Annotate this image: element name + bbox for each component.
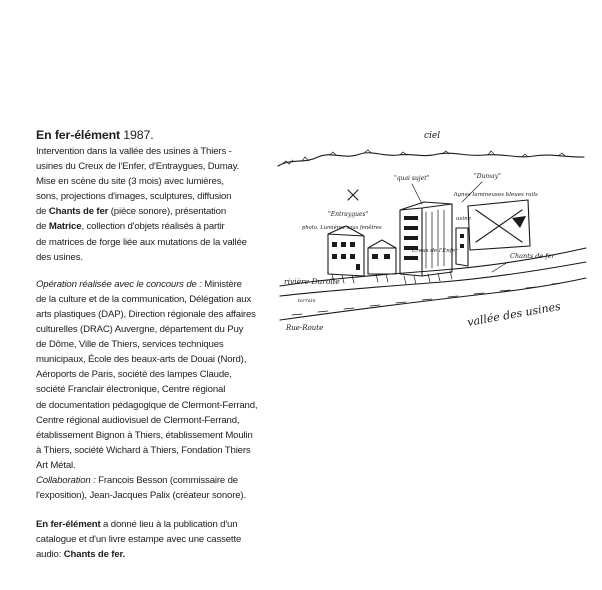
concours-line-6: municipaux, École des beaux-arts de Douai (Nord), xyxy=(36,354,247,366)
spacer xyxy=(36,503,268,517)
intro-line-5-suffix: (pièce sonore), présentation xyxy=(108,206,227,218)
concours-line-4: culturelles (DRAC) Auvergne, département du Puy xyxy=(36,324,244,336)
sketch-label-rue: Rue-Route xyxy=(286,324,324,332)
intro-line-5-prefix: de xyxy=(36,206,49,218)
concours-line-7: Aéroports de Paris, société des lampes Claude, xyxy=(36,369,232,381)
intro-line-2: usines du Creux de l'Enfer, d'Entraygues, Dumay. xyxy=(36,161,240,173)
building-center-lines xyxy=(426,210,444,268)
sketch-label-lignes: lignes lumineuses bleues rails xyxy=(454,192,538,198)
sketch-label-fer: Chants de fer xyxy=(510,252,555,260)
publication-line-2: catalogue et d'un livre estampe avec une cassette xyxy=(36,534,242,546)
intro-line-4: sons, projections d'images, sculptures, diffusion xyxy=(36,191,232,203)
intro-line-7: de matrices de forge liée aux mutations de la vallée xyxy=(36,236,247,248)
project-year: 1987. xyxy=(123,128,154,142)
project-title-bold: En fer-élément xyxy=(36,128,120,142)
skyline-line xyxy=(278,153,584,166)
leader-line xyxy=(412,184,422,204)
chants-de-fer-title: Chants de fer xyxy=(48,206,109,218)
intro-line-8: des usines. xyxy=(36,251,83,263)
sketch-label-vallee: vallée des usines xyxy=(466,299,562,329)
concours-line-5: de Dôme, Ville de Thiers, services techniques xyxy=(36,339,224,351)
collaboration-line-2: l'exposition), Jean-Jacques Palix (créateur sonore). xyxy=(36,490,246,502)
concours-line-8: société Franclair électronique, Centre régional xyxy=(36,384,226,396)
collaboration-label: Collaboration : xyxy=(36,474,96,486)
publication-line-3 xyxy=(36,547,268,562)
publication-line-3-prefix: audio: xyxy=(36,549,64,561)
sketch-label-photo: photo. Lumières sous fenêtres xyxy=(302,225,382,231)
intro-line-5 xyxy=(36,204,268,219)
sketch-label-entraygues: "Entraygues" xyxy=(328,211,369,218)
publication-title: En fer-élément xyxy=(36,519,101,531)
sketch-label-usine: usine xyxy=(456,216,471,222)
collaboration-line-1-rest: Francois Besson (commissaire de xyxy=(95,474,238,486)
sketch-label-riviere: rivière Durolle xyxy=(284,277,340,286)
building-small-1-windows xyxy=(372,254,390,259)
project-title xyxy=(36,127,268,143)
matrice-title: Matrice xyxy=(48,221,82,233)
sketch-label-terrain: terrain xyxy=(298,298,316,304)
sketch-label-ciel: ciel xyxy=(424,131,441,141)
intro-line-6-suffix: , collection d'objets réalisés à partir xyxy=(81,221,225,233)
publication-line-1-rest: a donné lieu à la publication d'un xyxy=(100,519,238,531)
intro-line-1: Intervention dans la vallée des usines à Thiers - xyxy=(36,146,232,157)
sketch-label-quai-sujet: "quai sujet" xyxy=(394,175,430,182)
spacer xyxy=(36,265,268,277)
concours-line-9: de documentation pédagogique de Clermont-Ferrand, xyxy=(36,399,258,411)
panel-arrow-icon xyxy=(512,216,526,228)
concours-label: Opération réalisée avec le concours de : xyxy=(36,278,202,290)
concours-line-13: Art Métal. xyxy=(36,459,76,471)
building-left-windows xyxy=(332,242,360,270)
sketch-label-creux: Creux de l'Enfer xyxy=(412,248,458,254)
concours-line-10: Centre régional audiovisuel de Clermont-Ferrand, xyxy=(36,414,240,426)
collaboration-line-1 xyxy=(36,473,268,488)
publication-line-1 xyxy=(36,517,268,532)
concours-line-12: à Thiers, société Wichard à Thiers, Fondation Thiers xyxy=(36,444,251,456)
concours-line-1 xyxy=(36,277,268,292)
panel-cross-icon xyxy=(476,210,522,242)
concours-line-3: arts plastiques (DAP), Direction régionale des affaires xyxy=(36,308,256,320)
building-small-2-windows xyxy=(460,234,464,248)
sketch-svg xyxy=(272,124,592,339)
text-column xyxy=(36,127,268,562)
intro-line-3: Mise en scène du site (3 mois) avec lumières, xyxy=(36,176,224,188)
intro-line-6-prefix: de xyxy=(36,221,49,233)
site-sketch-drawing xyxy=(272,124,592,339)
sketch-label-dumay: "Dumay" xyxy=(474,173,501,180)
concours-line-11: établissement Bignon à Thiers, établissement Moulin xyxy=(36,429,253,441)
concours-line-2: de la culture et de la communication, Délégation aux xyxy=(36,293,252,305)
intro-line-6 xyxy=(36,219,268,234)
cross-mark-icon xyxy=(348,190,358,200)
publication-chants-de-fer: Chants de fer. xyxy=(63,549,126,561)
concours-line-1-rest: Ministère xyxy=(201,278,242,290)
